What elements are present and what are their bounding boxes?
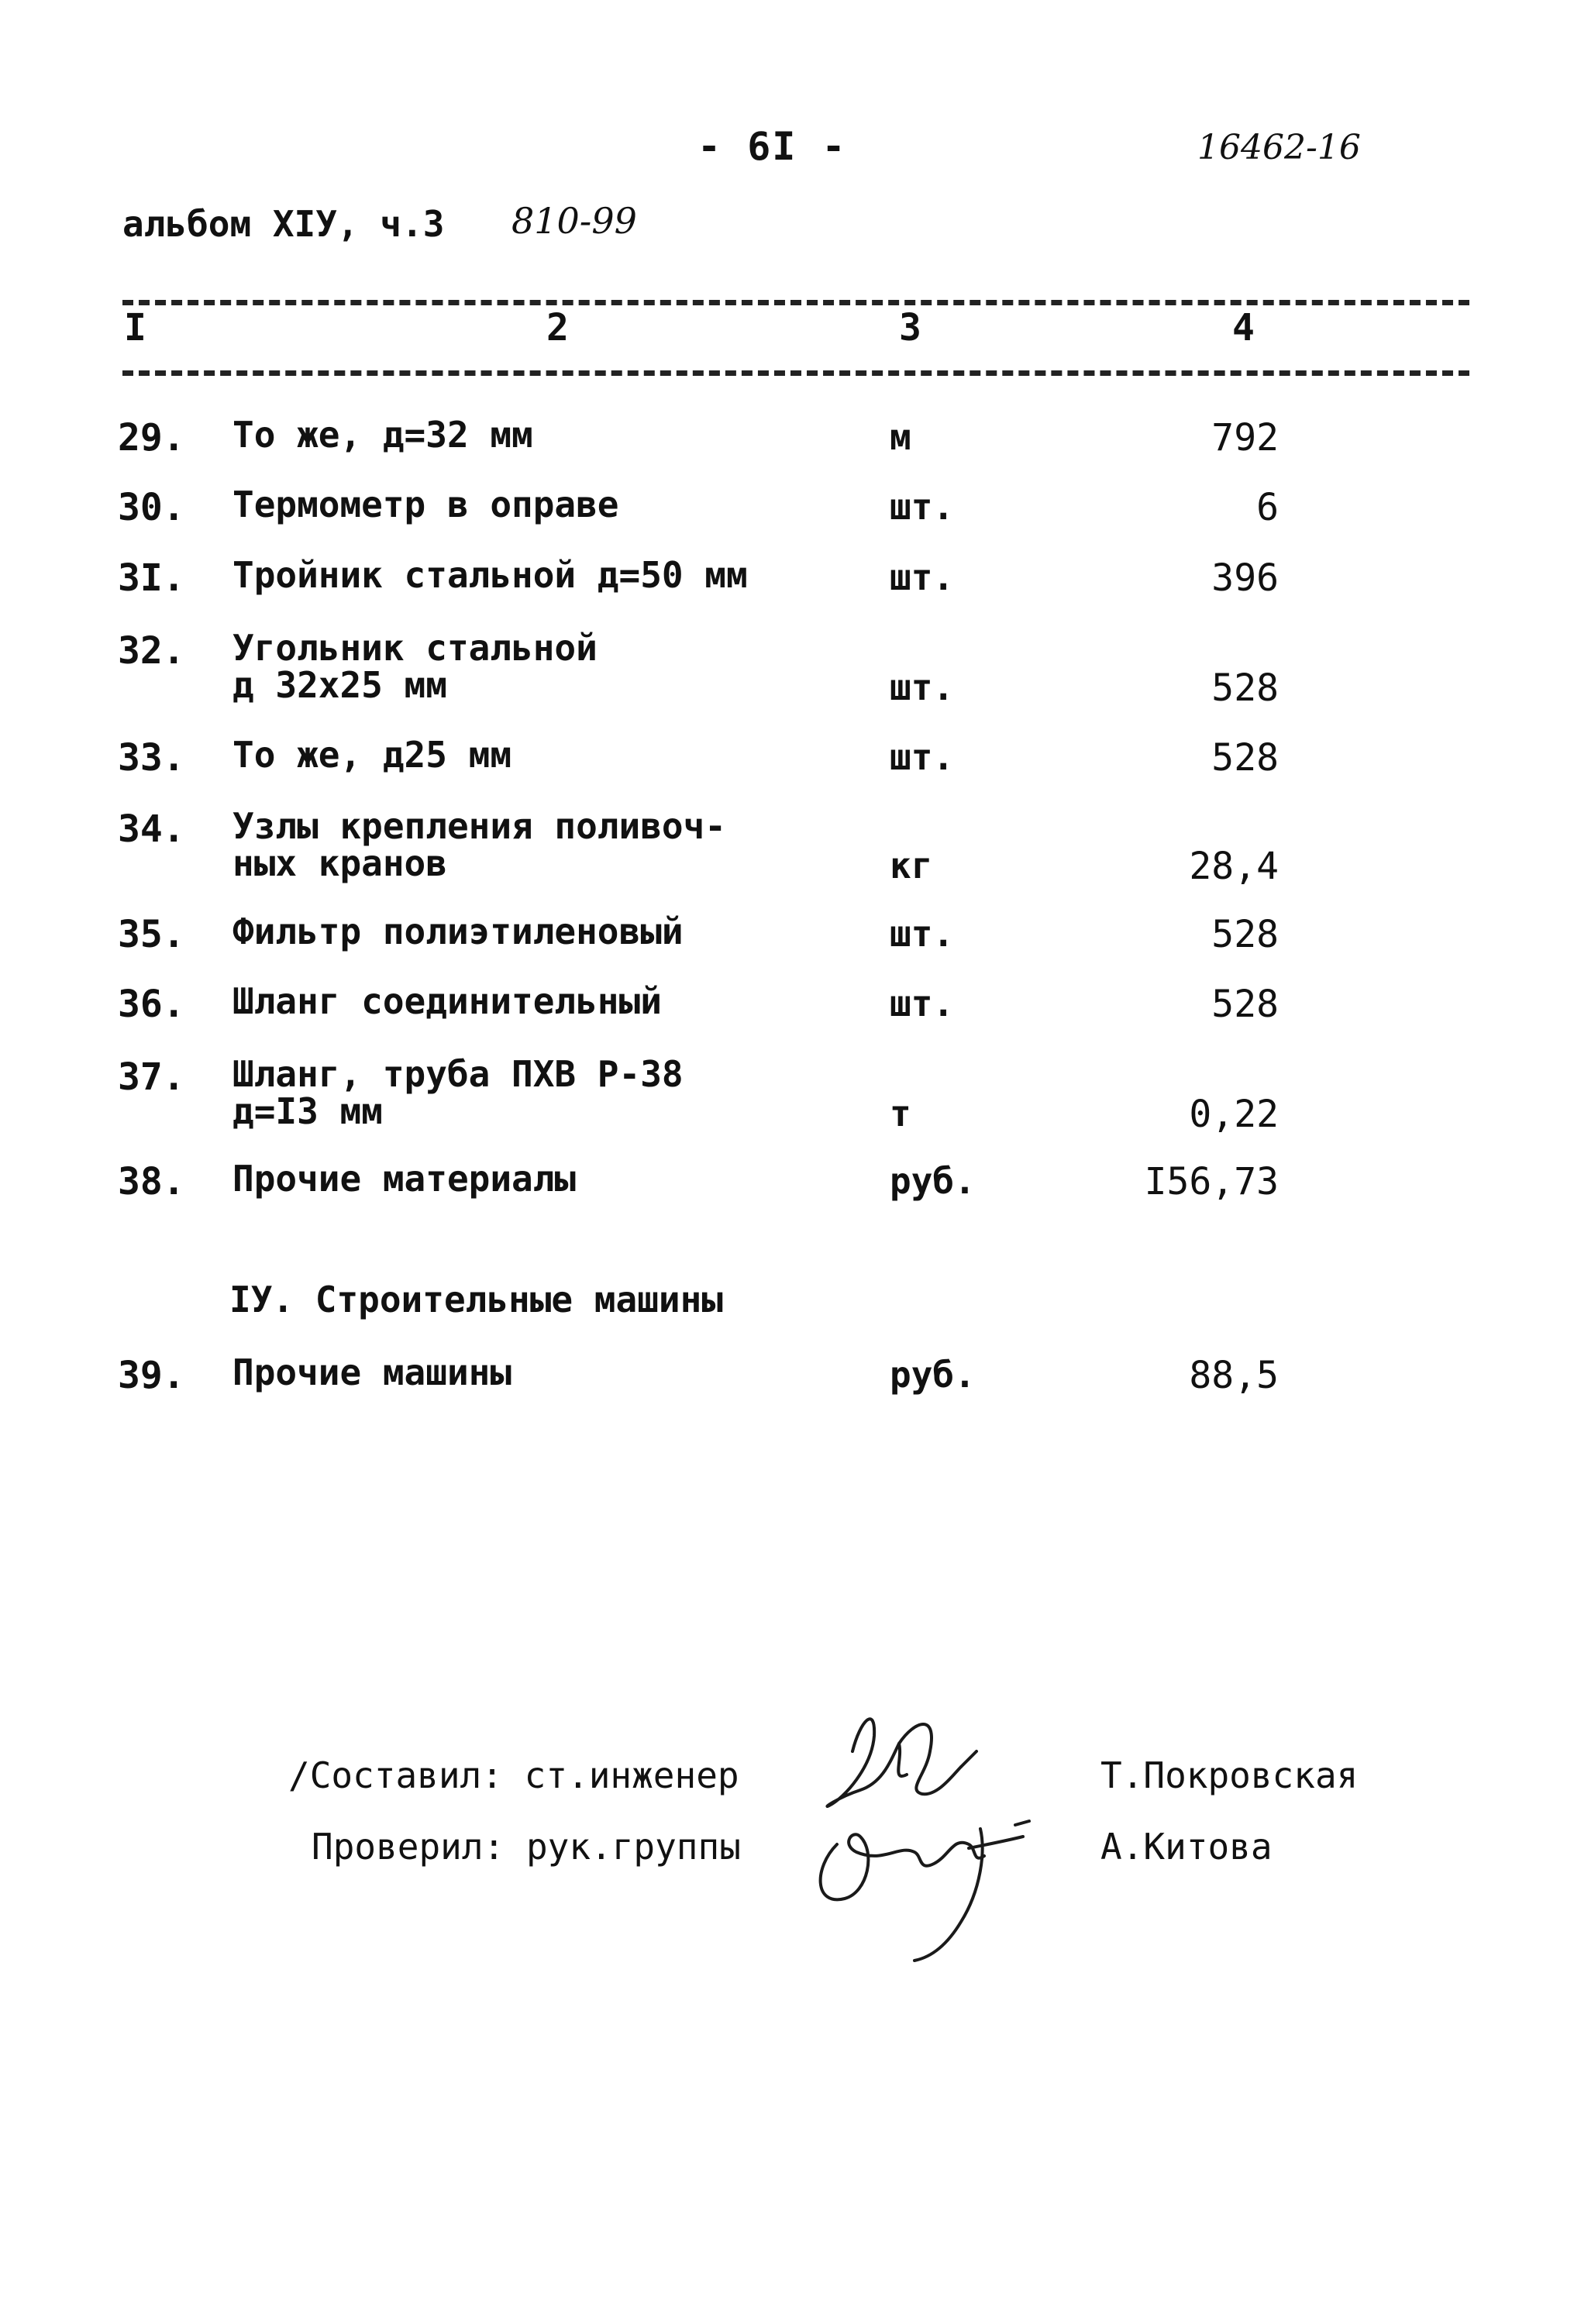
table-header-rule	[122, 370, 1469, 376]
column-header-2: 2	[546, 306, 569, 349]
row-name: То же, д=32 мм	[232, 414, 533, 456]
row-quantity: 528	[1211, 666, 1279, 710]
row-quantity: 88,5	[1189, 1354, 1279, 1397]
row-unit: т	[890, 1093, 911, 1134]
row-name: Термометр в оправе	[232, 484, 619, 525]
document-code: 16462-16	[1197, 128, 1361, 167]
row-number: 39.	[118, 1354, 185, 1397]
row-unit: руб.	[890, 1354, 976, 1396]
row-unit: кг	[890, 845, 933, 887]
row-quantity: 6	[1256, 486, 1279, 529]
row-unit: шт.	[890, 486, 955, 528]
row-unit: шт.	[890, 666, 955, 708]
row-name: Тройник стальной д=50 мм	[232, 554, 748, 596]
row-number: 38.	[118, 1160, 185, 1203]
section-title: IУ. Строительные машины	[229, 1279, 723, 1320]
checked-by-name: А.Китова	[1100, 1826, 1273, 1868]
handwritten-signature	[783, 1689, 1062, 1968]
row-unit: шт.	[890, 556, 955, 598]
column-header-3: 3	[899, 306, 921, 349]
row-number: 32.	[118, 629, 185, 673]
row-number: 30.	[118, 486, 185, 529]
row-name: Прочие машины	[232, 1351, 512, 1393]
table-top-rule	[122, 300, 1469, 305]
album-handwritten-note: 810-99	[511, 200, 637, 242]
row-name: Прочие материалы	[232, 1158, 577, 1200]
row-quantity: 28,4	[1189, 845, 1279, 888]
row-unit: шт.	[890, 983, 955, 1024]
row-quantity: 0,22	[1189, 1093, 1279, 1136]
row-quantity: I56,73	[1144, 1160, 1279, 1203]
row-number: 36.	[118, 983, 185, 1026]
compiled-by-name: Т.Покровская	[1100, 1754, 1359, 1796]
column-header-4: 4	[1232, 306, 1255, 349]
page-number: - 6I -	[697, 124, 847, 169]
row-name: То же, д25 мм	[232, 734, 512, 776]
checked-by-label: Проверил: рук.группы	[312, 1826, 741, 1868]
row-number: 37.	[118, 1055, 185, 1099]
row-number: 33.	[118, 736, 185, 780]
row-name: Шланг, труба ПХВ Р-38 д=I3 мм	[232, 1053, 684, 1132]
row-number: 29.	[118, 416, 185, 460]
row-quantity: 528	[1211, 983, 1279, 1026]
row-quantity: 528	[1211, 913, 1279, 956]
row-unit: шт.	[890, 913, 955, 955]
row-number: 34.	[118, 807, 185, 851]
compiled-by-label: /Составил: ст.инженер	[288, 1754, 739, 1796]
row-unit: шт.	[890, 736, 955, 778]
row-quantity: 528	[1211, 736, 1279, 780]
album-reference: альбом XIУ, ч.3	[122, 203, 445, 245]
row-unit: руб.	[890, 1160, 976, 1202]
row-name: Шланг соединительный	[232, 980, 662, 1022]
row-quantity: 792	[1211, 416, 1279, 460]
row-quantity: 396	[1211, 556, 1279, 600]
row-name: Угольник стальной д 32х25 мм	[232, 627, 598, 706]
row-name: Узлы крепления поливоч- ных кранов	[232, 805, 726, 884]
row-name: Фильтр полиэтиленовый	[232, 911, 684, 952]
row-number: 3I.	[118, 556, 185, 600]
row-number: 35.	[118, 913, 185, 956]
row-unit: м	[890, 416, 911, 458]
column-header-1: I	[124, 306, 146, 349]
